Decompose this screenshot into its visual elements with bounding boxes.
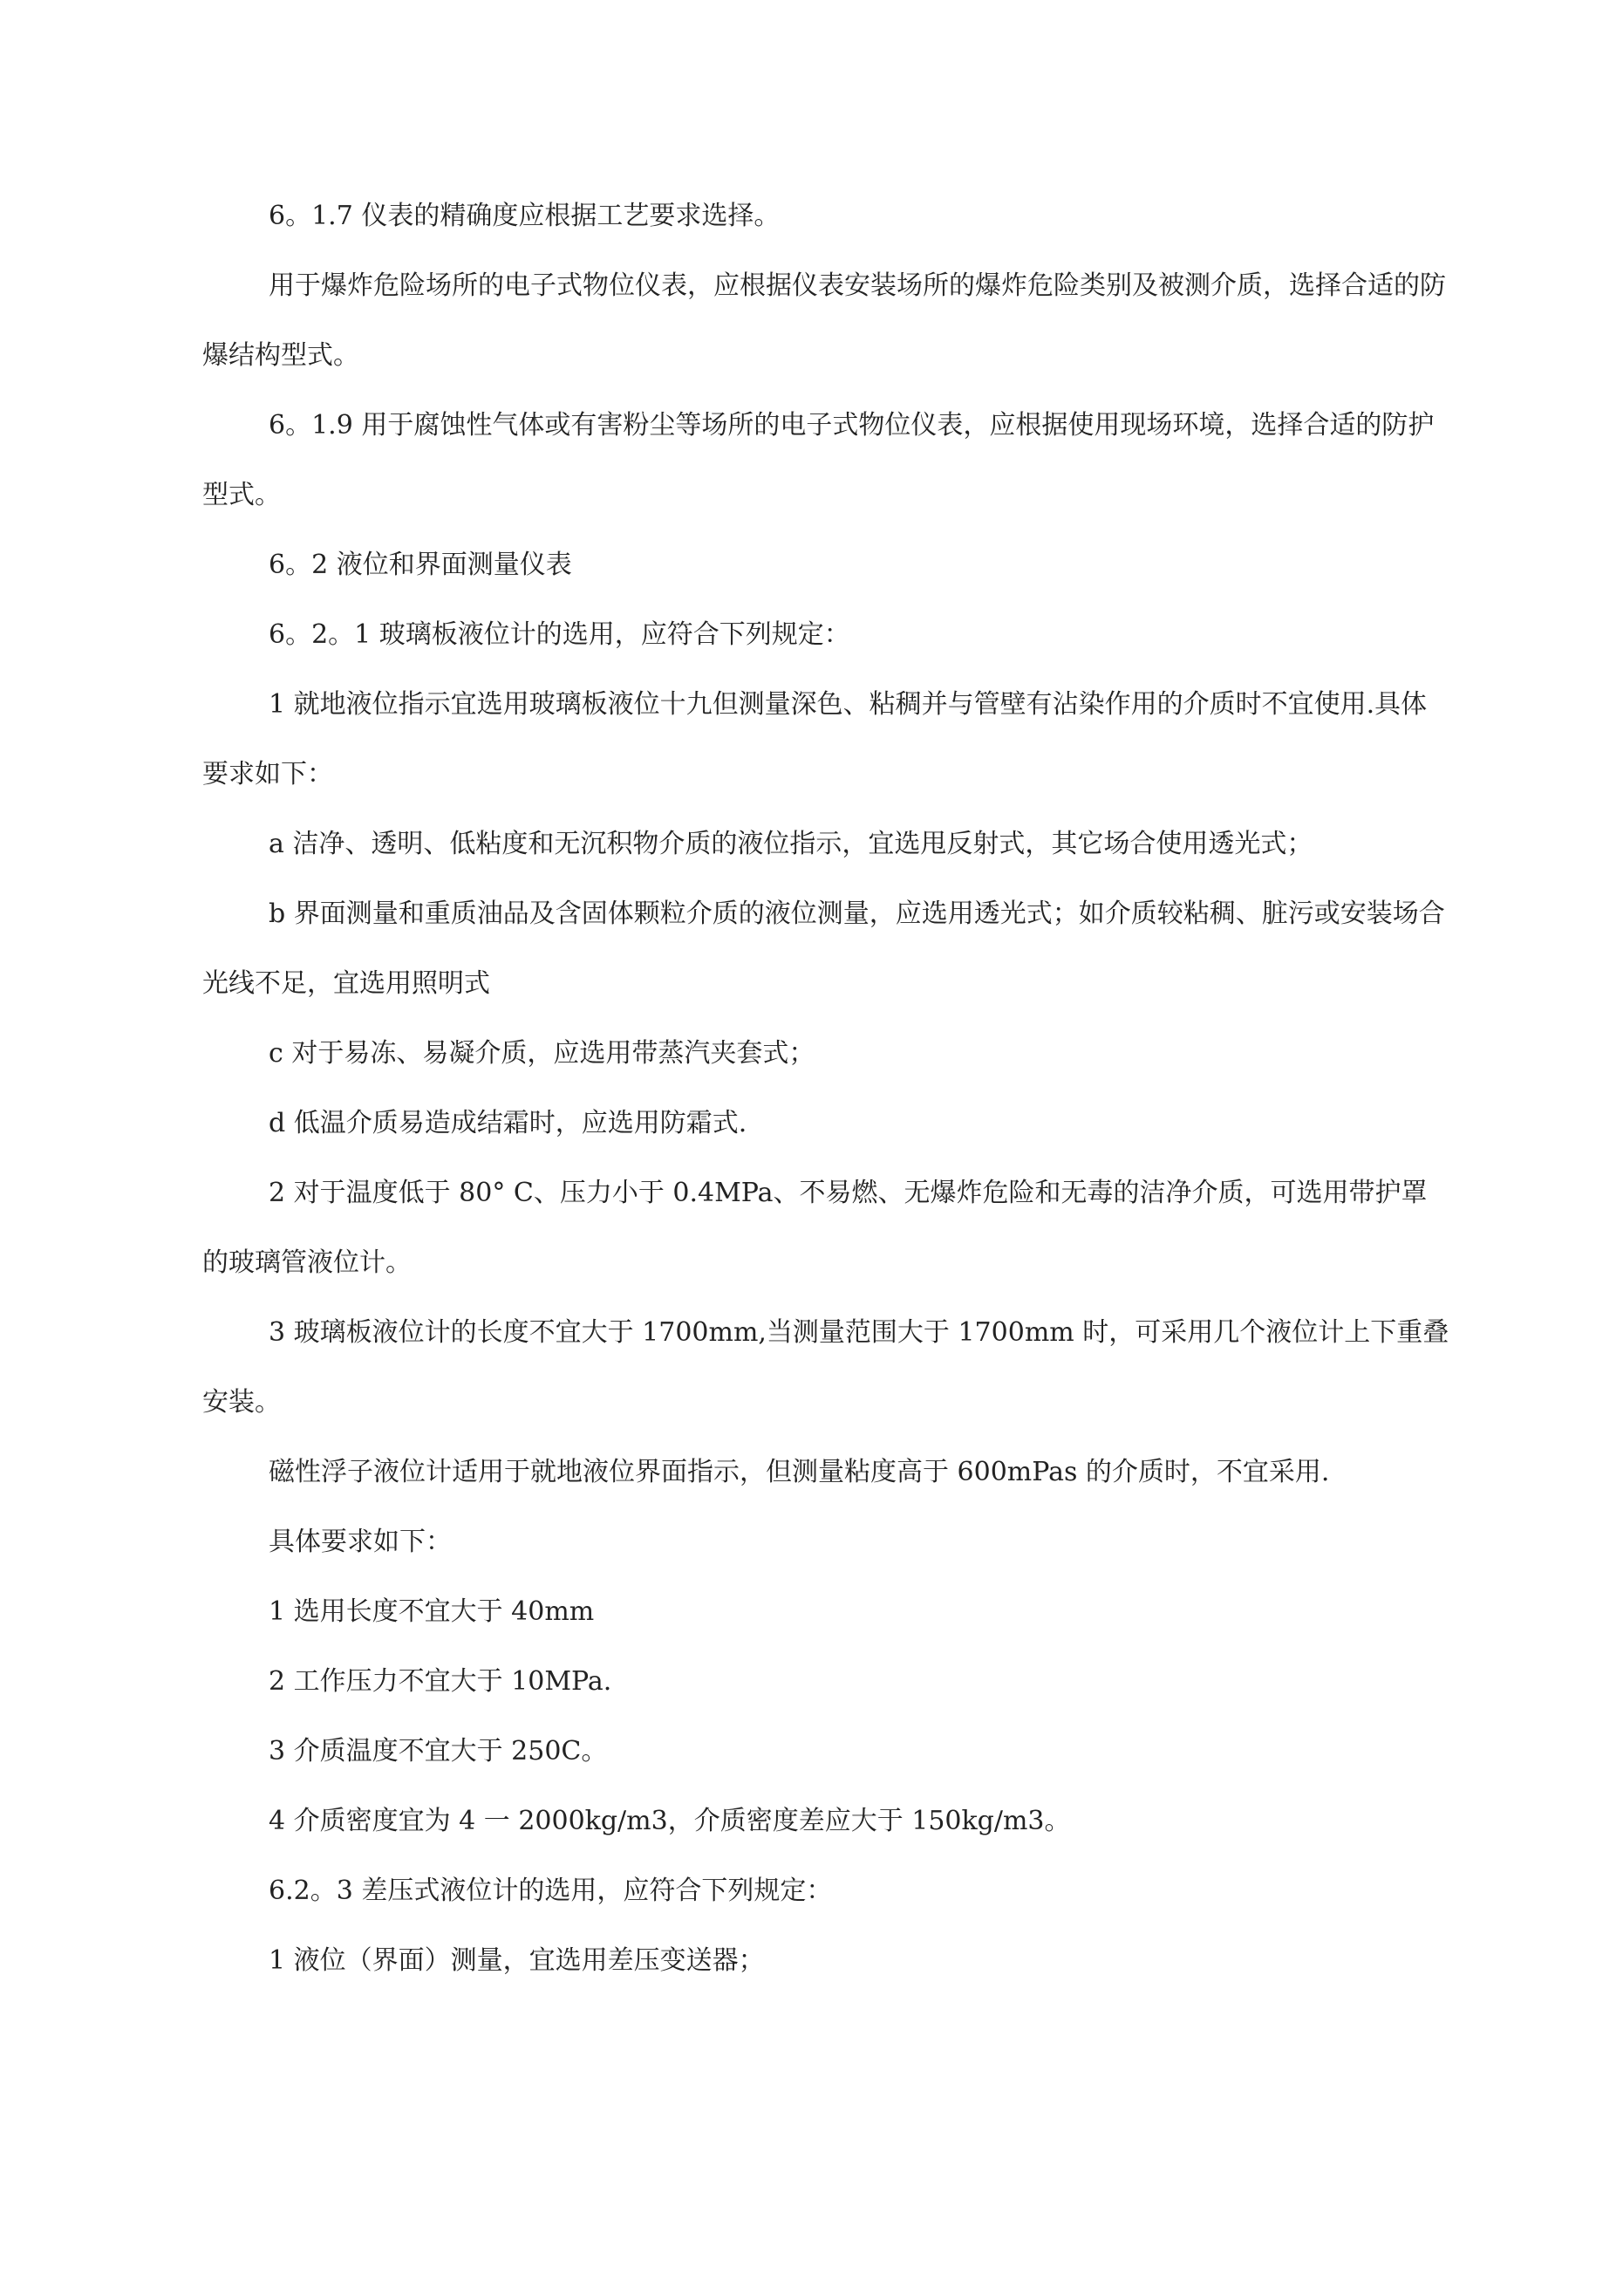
document-body [202,181,1449,1996]
paragraph-item-b: b 界面测量和重质油品及含固体颗粒介质的液位测量，应选用透光式；如介质较粘稠、脏污或安装场合光线不足，宜选用照明式 [202,899,1445,999]
paragraph-dp-item-1: 1 液位（界面）测量，宜选用差压变送器； [269,1945,765,1976]
paragraph-item-d: d 低温介质易造成结霜时，应选用防霜式. [269,1108,747,1138]
paragraph-item-2: 2 对于温度低于 80° C、压力小于 0.4MPa、不易燃、无爆炸危险和无毒的洁净介质，可选用带护罩的玻璃管液位计。 [202,1178,1428,1278]
paragraph-item-1: 1 就地液位指示宜选用玻璃板液位十九但测量深色、粘稠并与管壁有沾染作用的介质时不宜使用.具体要求如下： [202,689,1428,789]
paragraph-6-1-9: 6。1.9 用于腐蚀性气体或有害粉尘等场所的电子式物位仪表，应根据使用现场环境，选择合适的防护型式。 [202,410,1435,510]
paragraph-item-3: 3 玻璃板液位计的长度不宜大于 1700mm,当测量范围大于 1700mm 时，可采用几个液位计上下重叠安装。 [202,1317,1449,1418]
paragraph-6-1-7: 6。1.7 仪表的精确度应根据工艺要求选择。 [269,201,781,231]
paragraph-item-a: a 洁净、透明、低粘度和无沉积物介质的液位指示，宜选甩反射式，其它场合使用透光式； [269,829,1313,859]
paragraph-item-c: c 对于易冻、易凝介质，应选用带蒸汽夹套式； [269,1038,815,1069]
paragraph-req-4: 4 介质密度宜为 4 一 2000kg/m3，介质密度差应大于 150kg/m3。 [269,1806,1071,1836]
paragraph-magnetic-float: 磁性浮子液位计适用于就地液位界面指示，但测量粘度高于 600mPas 的介质时，不宜采用. [269,1457,1330,1487]
paragraph-req-3: 3 介质温度不宜大于 250C。 [269,1736,608,1766]
paragraph-requirements: 具体要求如下： [269,1527,452,1557]
paragraph-req-1: 1 选用长度不宜大于 40mm [269,1596,595,1627]
heading-6-2-3: 6.2。3 差压式液位计的选用，应符合下列规定： [269,1876,833,1906]
heading-6-2-1: 6。2。1 玻璃板液位计的选用，应符合下列规定： [269,619,850,650]
paragraph-explosion-hazard: 用于爆炸危险场所的电子式物位仪表，应根据仪表安装场所的爆炸危险类别及被测介质，选择合适的防爆结构型式。 [202,270,1446,371]
heading-6-2: 6。2 液位和界面测量仪表 [269,550,572,580]
paragraph-req-2: 2 工作压力不宜大于 10MPa. [269,1666,612,1697]
